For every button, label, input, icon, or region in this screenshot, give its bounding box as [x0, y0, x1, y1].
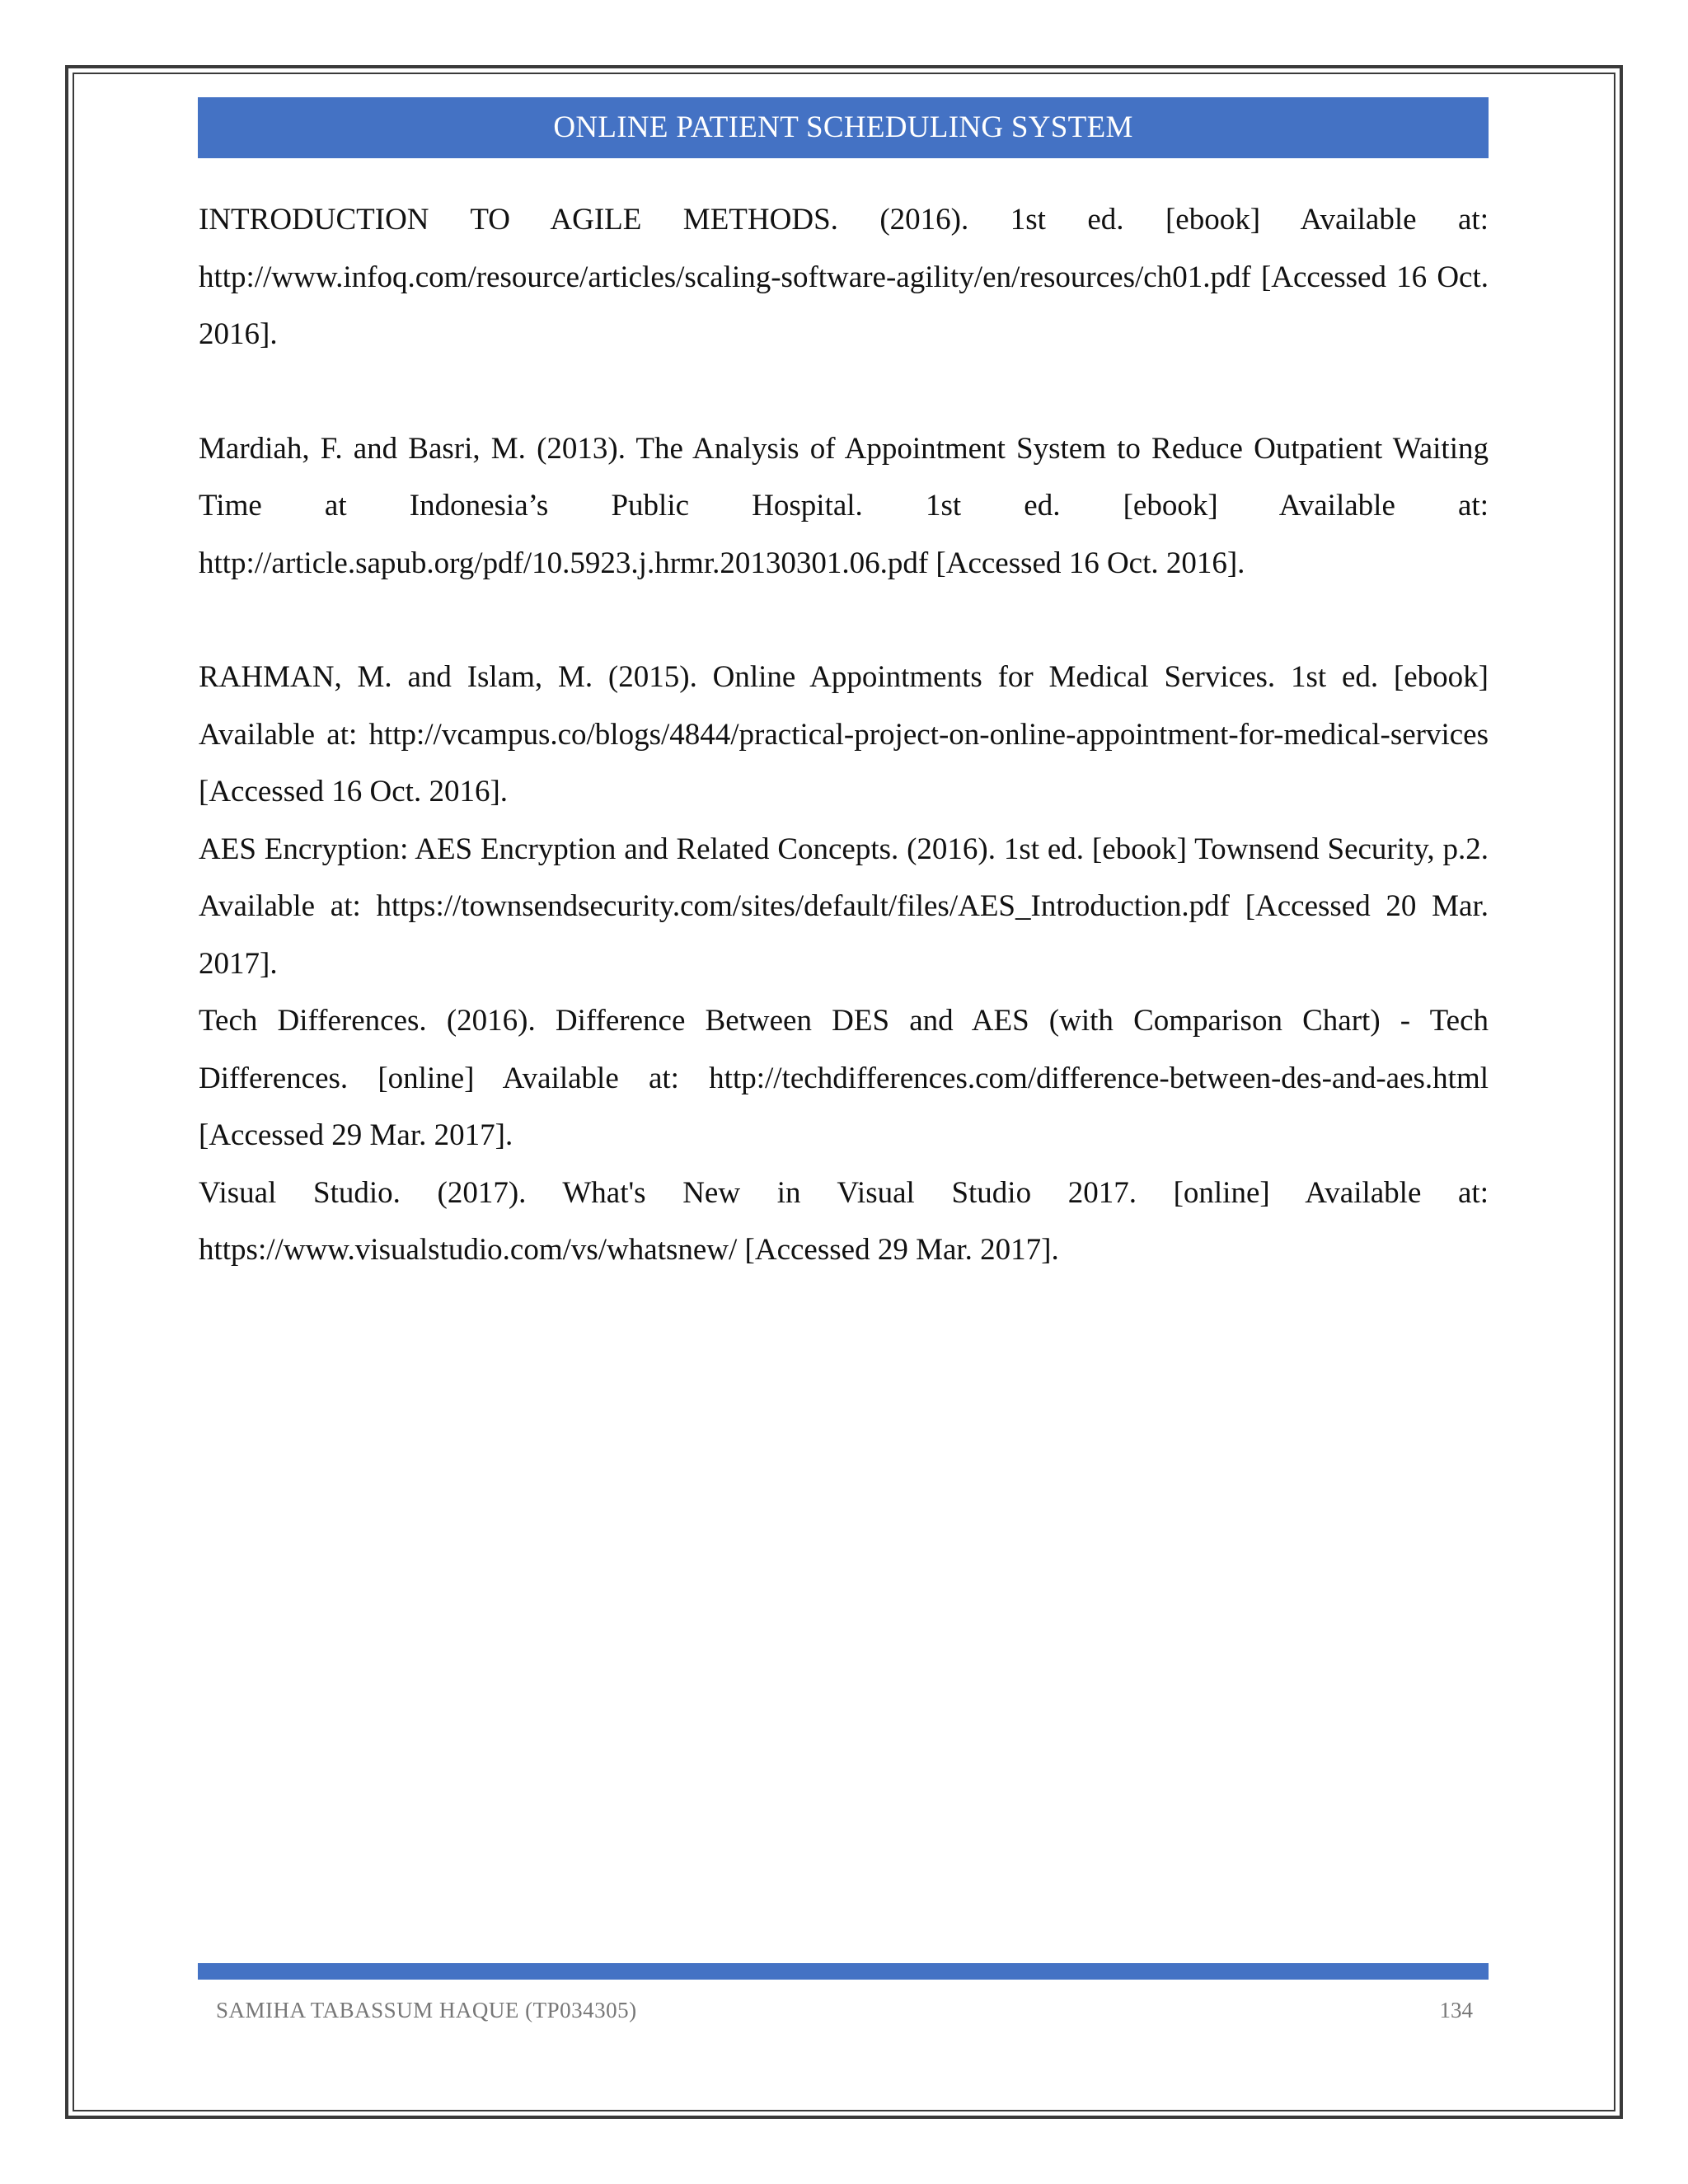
reference-list	[199, 191, 1489, 1279]
page-header-title: ONLINE PATIENT SCHEDULING SYSTEM	[198, 97, 1489, 158]
reference-item: Mardiah, F. and Basri, M. (2013). The Analysis of Appointment System to Reduce Outpatient Waiting Time at Indonesia’s Public Hospital. 1st ed. [ebook] Available at: http://article.sapub.org/pdf/10.5923.j.hrmr.20130301.06.pdf [Accessed 16 Oct. 2016].	[199, 431, 1489, 580]
reference-item: Tech Differences. (2016). Difference Between DES and AES (with Comparison Chart) - Tech Differences. [online] Available at: http://techdifferences.com/difference-between-des-and-aes.html [Accessed 29 Mar. 2017].	[199, 1004, 1489, 1152]
reference-item: RAHMAN, M. and Islam, M. (2015). Online Appointments for Medical Services. 1st ed. [ebook] Available at: http://vcampus.co/blogs/4844/practical-project-on-online-appointment-for-medical-services [Accessed 16 Oct. 2016].	[199, 660, 1489, 808]
footer-divider-bar	[198, 1963, 1489, 1980]
reference-item: Visual Studio. (2017). What's New in Visual Studio 2017. [online] Available at: https://www.visualstudio.com/vs/whatsnew/ [Accessed 29 Mar. 2017].	[199, 1175, 1489, 1267]
page-number: 134	[1439, 1998, 1473, 2022]
footer-author: SAMIHA TABASSUM HAQUE (TP034305)	[216, 1998, 637, 2022]
reference-item: AES Encryption: AES Encryption and Related Concepts. (2016). 1st ed. [ebook] Townsend Security, p.2. Available at: https://townsendsecurity.com/sites/default/files/AES_Introduction.pdf [Accessed 20 Mar. 2017].	[199, 832, 1489, 981]
reference-item: INTRODUCTION TO AGILE METHODS. (2016). 1st ed. [ebook] Available at: http://www.infoq.com/resource/articles/scaling-software-agility/en/resources/ch01.pdf [Accessed 16 Oct. 2016].	[199, 203, 1489, 351]
